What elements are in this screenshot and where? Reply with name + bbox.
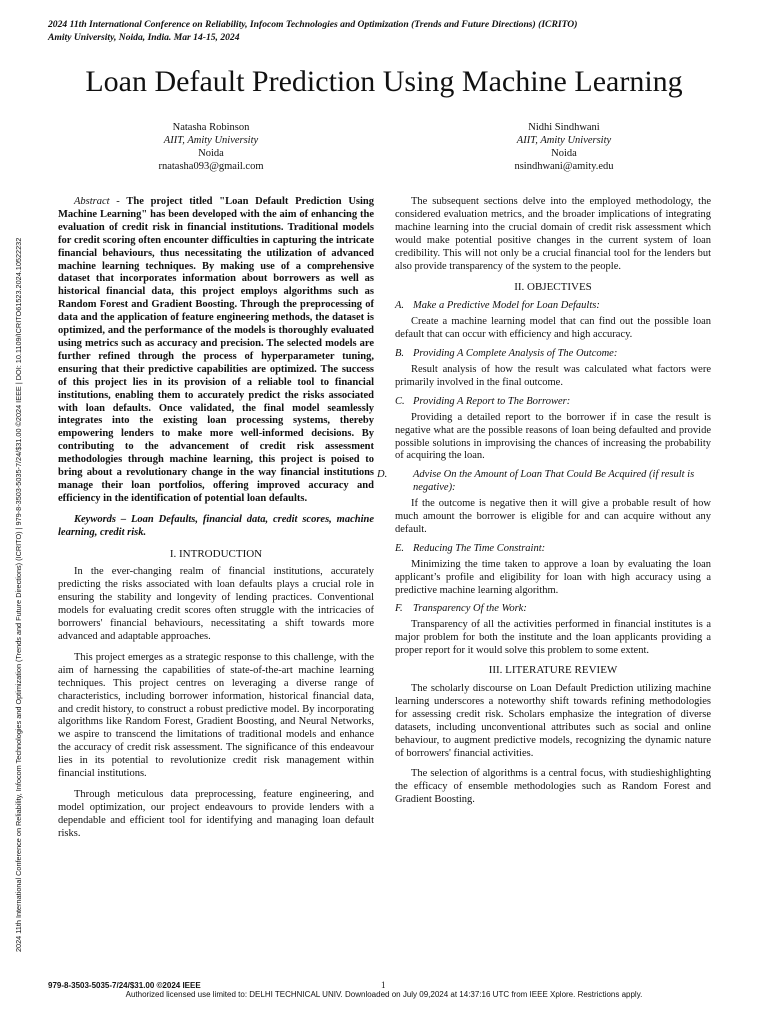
intro-paragraph-2: This project emerges as a strategic response to this challenge, with the aim of harnessing the capabilities of state-of-the-art machine learning techniques. This project centres on leveraging a diverse range of characteristics, including borrower information, historical financial data, and credit history, to construct a robust predictive model. By incorporating algorithms like Random Forest, Gradient Boosting, and Neural Networks, we aspire to transcend the limitations of traditional models and enhance the accuracy of credit risk assessment. The significance of this endeavour lies in its potential to revolutionize credit risk management within financial institutions. [58, 651, 374, 780]
author-city: Noida [198, 148, 224, 159]
author-block-1 [91, 121, 331, 173]
author-affiliation: AIIT, Amity University [516, 135, 612, 146]
paper-title: Loan Default Prediction Using Machine Learning [85, 65, 683, 98]
objective-a-heading: A. Make a Predictive Model for Loan Defaults: [395, 300, 600, 312]
right-column [377, 196, 711, 815]
objective-f-heading: F. Transparency Of the Work: [395, 603, 527, 615]
footer-isbn: 979-8-3503-5035-7/24/$31.00 ©2024 IEEE [48, 981, 201, 990]
side-strip-doi: 2024 11th International Conference on Reliability, Infocom Technologies and Optimization (Trends and Future Directions) (ICRITO) | 979-8-3503-5035-7/24/$31.00 ©2024 IEEE | DOI: 10.1109/ICRITO61523.2024.10522232 [14, 237, 23, 952]
conference-header [48, 18, 728, 44]
page-number: 1 [381, 980, 386, 990]
left-column [58, 196, 374, 849]
keywords: Keywords – Loan Defaults, financial data, credit scores, machine learning, credit risk. [58, 513, 374, 538]
license-notice: Authorized licensed use limited to: DELHI TECHNICAL UNIV. Downloaded on July 09,2024 at 14:37:16 UTC from IEEE Xplore. Restrictions apply. [125, 990, 643, 999]
objective-a-text: Create a machine learning model that can find out the possible loan default that can occur with efficiency and high accuracy. [395, 316, 711, 341]
literature-paragraph-2: The selection of algorithms is a central focus, with studieshighlighting the efficacy of ensemble methodologies such as Random Forest and Gradient Boosting. [395, 768, 711, 806]
objective-e-text: Minimizing the time taken to approve a loan by evaluating the loan applicant’s profile and eligibility for loan with high accuracy using a predictive machine learning algorithm. [395, 558, 711, 596]
objective-b-heading: B. Providing A Complete Analysis of The Outcome: [395, 348, 618, 360]
author-email: nsindhwani@amity.edu [514, 161, 614, 172]
objective-c-heading: C. Providing A Report to The Borrower: [395, 395, 571, 407]
abstract-lead: Abstract - [74, 196, 120, 207]
section-heading-introduction: I. INTRODUCTION [169, 547, 263, 560]
author-affiliation: AIIT, Amity University [163, 135, 259, 146]
intro-paragraph-3: Through meticulous data preprocessing, feature engineering, and model optimization, our project endeavours to provide lenders with a dependable and efficient tool for identifying and managing loan default risks. [58, 788, 374, 839]
objective-d-text: If the outcome is negative then it will give a probable result of how much amount the borrower is eligible for and can acquire without any default. [395, 498, 711, 535]
author-block-2 [444, 121, 684, 173]
intro-paragraph-1: In the ever-changing realm of financial institutions, accurately predicting the risks associated with loan defaults plays a crucial role in ensuring the stability and longevity of lending practices. Conventional models for evaluating credit scores often struggle with the intricacies of borrowers' financial behaviours, necessitating a shift towards more advanced and adaptable approaches. [58, 566, 374, 642]
abstract-text: The project titled "Loan Default Prediction Using Machine Learning" has been developed with the aim of enhancing the evaluation of credit risk in financial institutions. Traditional models for credit scoring often encounter difficulties in capturing the intricate financial behaviours, thus necessitating the utilization of advanced machine learning techniques. By making use of a comprehensive dataset that incorporates information about borrowers as well as historical financial data, this project employs algorithms such as Random Forest and Gradient Boosting. Through the preprocessing of data and the application of feature engineering methods, the dataset is optimized, and the performance of the models is thoroughly evaluated using metrics such as accuracy and precision. The selected models are further refined through the process of hyperparameter tuning, ensuring that their predictive capabilities are optimized. The success of this project lies in its provision of a reliable tool to financial institutions, enabling them to accurately predict the risks associated with loan defaults. Once validated, the final model seamlessly integrates into the existing loan processing systems, thereby empowering lenders to make more well-informed decisions. By contributing to the advancement of credit risk assessment methodologies through machine learning, this project is poised to bring about a revolutionary change in the way financial institutions manage their loan portfolios, offering improved accuracy and efficiency in the identification of potential loan defaults. [58, 196, 375, 504]
author-city: Noida [551, 148, 577, 159]
abstract [58, 196, 374, 506]
intro-continuation: The subsequent sections delve into the employed methodology, the considered evaluation metrics, and the broader implications of integrating machine learning into the crucial domain of credit risk assessment which would make potential positive changes in the current system of loan credibility. This will not only be a crucial financial tool for the lenders but also provide transparency of the system to the people. [395, 196, 711, 272]
author-name: Natasha Robinson [172, 122, 250, 133]
section-heading-literature: III. LITERATURE REVIEW [488, 664, 618, 677]
section-heading-objectives: II. OBJECTIVES [514, 281, 592, 294]
conference-line-1: 2024 11th International Conference on Reliability, Infocom Technologies and Optimization (Trends and Future Directions) (ICRITO) [48, 19, 578, 30]
objective-f-text: Transparency of all the activities performed in financial institutes is a major problem for both the institute and the loan applicants providing a proper report for it would solve this problem to some extent. [395, 619, 711, 657]
conference-line-2: Amity University, Noida, India. Mar 14-15, 2024 [48, 32, 240, 43]
author-email: rnatasha093@gmail.com [158, 161, 264, 172]
objective-b-text: Result analysis of how the result was calculated what factors were primarily involved in the final outcome. [395, 363, 711, 388]
objective-c-text: Providing a detailed report to the borrower if in case the result is negative what are the possible reasons of loan being defaulted and provide possible solutions in improvising the chances of increasing the probability of acquiring the loan. [395, 411, 711, 462]
author-name: Nidhi Sindhwani [528, 122, 600, 133]
objective-d-heading: D. Advise On the Amount of Loan That Could Be Acquired (if result is negative): [377, 469, 695, 494]
literature-paragraph-1: The scholarly discourse on Loan Default Prediction utilizing machine learning underscores a noteworthy shift towards refining methodologies for assessing credit risk. Scholars emphasize the integration of diverse datasets, including unconventional attributes such as social and online behaviour, to augment predictive models, recognizing the dynamic nature of borrowers' financial activities. [395, 683, 711, 759]
objective-e-heading: E. Reducing The Time Constraint: [395, 542, 546, 554]
